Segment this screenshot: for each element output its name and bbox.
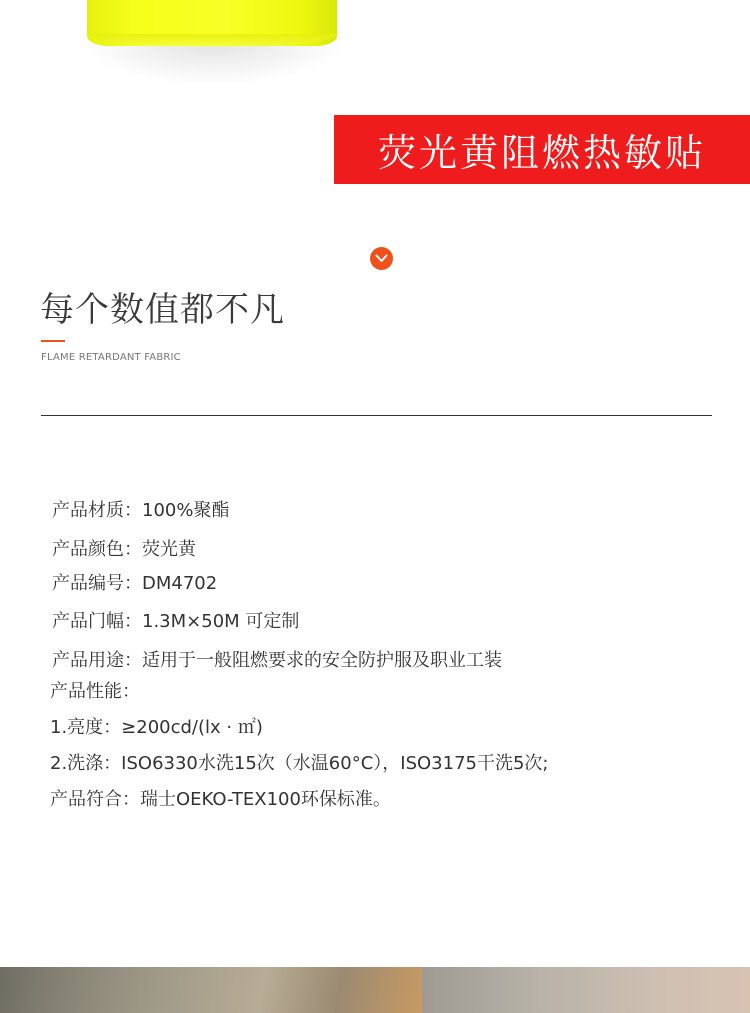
photo-right <box>422 967 750 1013</box>
accent-bar <box>41 340 65 342</box>
spec-code: 产品编号：DM4702 <box>52 573 218 594</box>
product-roll-image <box>60 0 370 95</box>
spec-certification: 产品符合：瑞士OEKO-TEX100环保标准。 <box>50 789 391 810</box>
divider <box>41 415 712 416</box>
section-subheading: FLAME RETARDANT FABRIC <box>41 352 181 363</box>
spec-color: 产品颜色：荧光黄 <box>52 539 196 560</box>
spec-usage: 产品用途：适用于一般阻燃要求的安全防护服及职业工装 <box>52 650 502 671</box>
spec-width: 产品门幅：1.3M×50M 可定制 <box>52 611 300 632</box>
photo-left <box>0 967 422 1013</box>
spec-washing: 2.洗涤：ISO6330水洗15次（水温60°C），ISO3175干洗5次; <box>50 753 549 774</box>
chevron-down-icon <box>370 247 393 270</box>
chevron-down-glyph <box>375 254 388 263</box>
spec-brightness: 1.亮度：≥200cd/(lx · ㎡) <box>50 717 263 738</box>
section-heading: 每个数值都不凡 <box>40 290 285 330</box>
banner-title: 荧光黄阻燃热敏贴 <box>377 131 706 175</box>
title-banner <box>334 115 750 184</box>
spec-material: 产品材质：100%聚酯 <box>52 500 230 521</box>
bottom-photo-strip <box>0 967 750 1013</box>
spec-performance-label: 产品性能： <box>50 681 140 702</box>
